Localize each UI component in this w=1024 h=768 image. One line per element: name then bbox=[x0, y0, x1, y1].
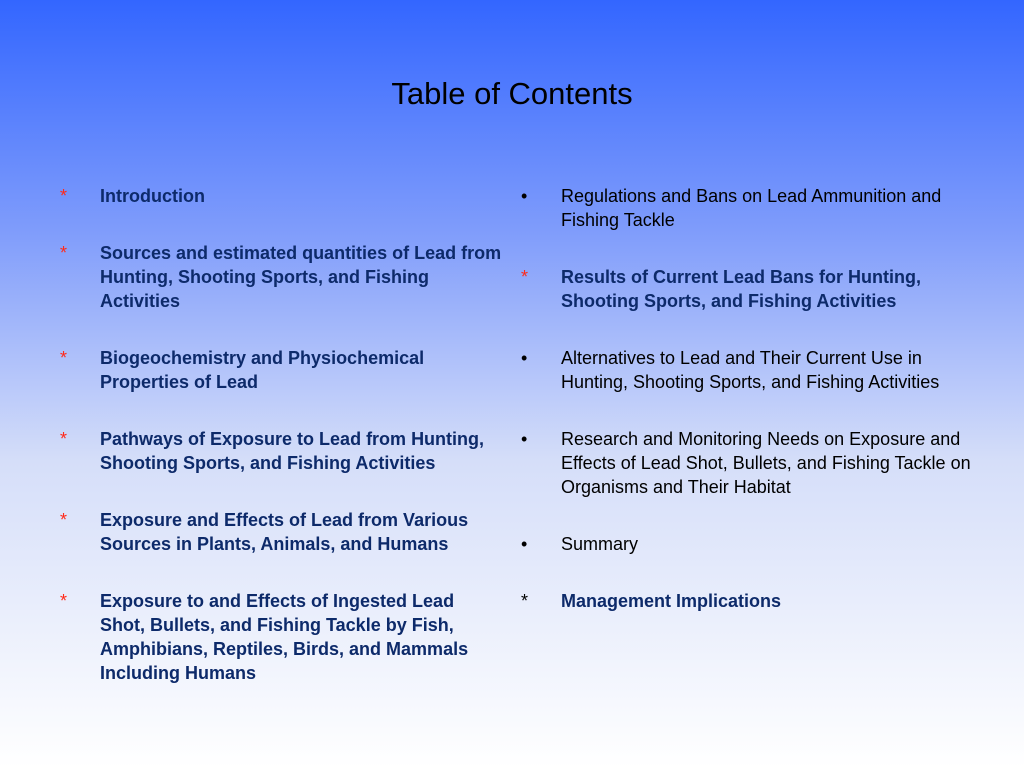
toc-item-sources bbox=[60, 241, 504, 313]
toc-item-label: Regulations and Bans on Lead Ammunition and Fishing Tackle bbox=[561, 186, 942, 230]
toc-item-label: Management Implications bbox=[561, 591, 782, 611]
toc-item-label: Introduction bbox=[100, 186, 205, 206]
toc-item-alternatives bbox=[521, 346, 971, 394]
star-marker-icon: * bbox=[60, 591, 68, 611]
toc-item-label: Exposure to and Effects of Ingested Lead Shot, Bullets, and Fishing Tackle by Fish, Amphibians, Reptiles, Birds, and Mammals Including Humans bbox=[100, 591, 469, 683]
toc-item-label: Pathways of Exposure to Lead from Hunting, Shooting Sports, and Fishing Activities bbox=[100, 429, 485, 473]
toc-item-results-bans bbox=[521, 265, 971, 313]
slide-title: Table of Contents bbox=[391, 76, 633, 111]
star-marker-icon: * bbox=[60, 510, 68, 530]
star-marker-icon: * bbox=[60, 186, 68, 206]
toc-item-management bbox=[521, 589, 971, 613]
toc-item-pathways bbox=[60, 427, 504, 475]
toc-item-introduction bbox=[60, 184, 504, 208]
toc-item-label: Sources and estimated quantities of Lead from Hunting, Shooting Sports, and Fishing Activities bbox=[100, 243, 502, 311]
bullet-icon: • bbox=[521, 348, 528, 368]
toc-item-label: Biogeochemistry and Physiochemical Properties of Lead bbox=[100, 348, 425, 392]
toc-item-ingested-lead bbox=[60, 589, 504, 685]
bullet-icon: • bbox=[521, 534, 528, 554]
star-marker-icon: * bbox=[60, 243, 68, 263]
star-marker-icon: * bbox=[60, 429, 68, 449]
toc-item-biogeochemistry bbox=[60, 346, 504, 394]
toc-item-regulations bbox=[521, 184, 971, 232]
bullet-icon: • bbox=[521, 429, 528, 449]
toc-item-label: Exposure and Effects of Lead from Various Sources in Plants, Animals, and Humans bbox=[100, 510, 469, 554]
toc-item-research bbox=[521, 427, 971, 499]
toc-item-exposure-effects bbox=[60, 508, 504, 556]
star-marker-icon: * bbox=[521, 267, 529, 287]
toc-right-column bbox=[521, 184, 971, 646]
toc-item-label: Alternatives to Lead and Their Current Use in Hunting, Shooting Sports, and Fishing Activities bbox=[561, 348, 940, 392]
toc-item-summary bbox=[521, 532, 971, 556]
star-marker-icon: * bbox=[60, 348, 68, 368]
toc-item-label: Summary bbox=[561, 534, 639, 554]
toc-item-label: Results of Current Lead Bans for Hunting, Shooting Sports, and Fishing Activities bbox=[561, 267, 922, 311]
bullet-icon: • bbox=[521, 186, 528, 206]
toc-item-label: Research and Monitoring Needs on Exposure and Effects of Lead Shot, Bullets, and Fishing Tackle on Organisms and Their Habitat bbox=[561, 429, 971, 497]
star-marker-icon: * bbox=[521, 591, 529, 611]
toc-left-column bbox=[60, 184, 504, 718]
